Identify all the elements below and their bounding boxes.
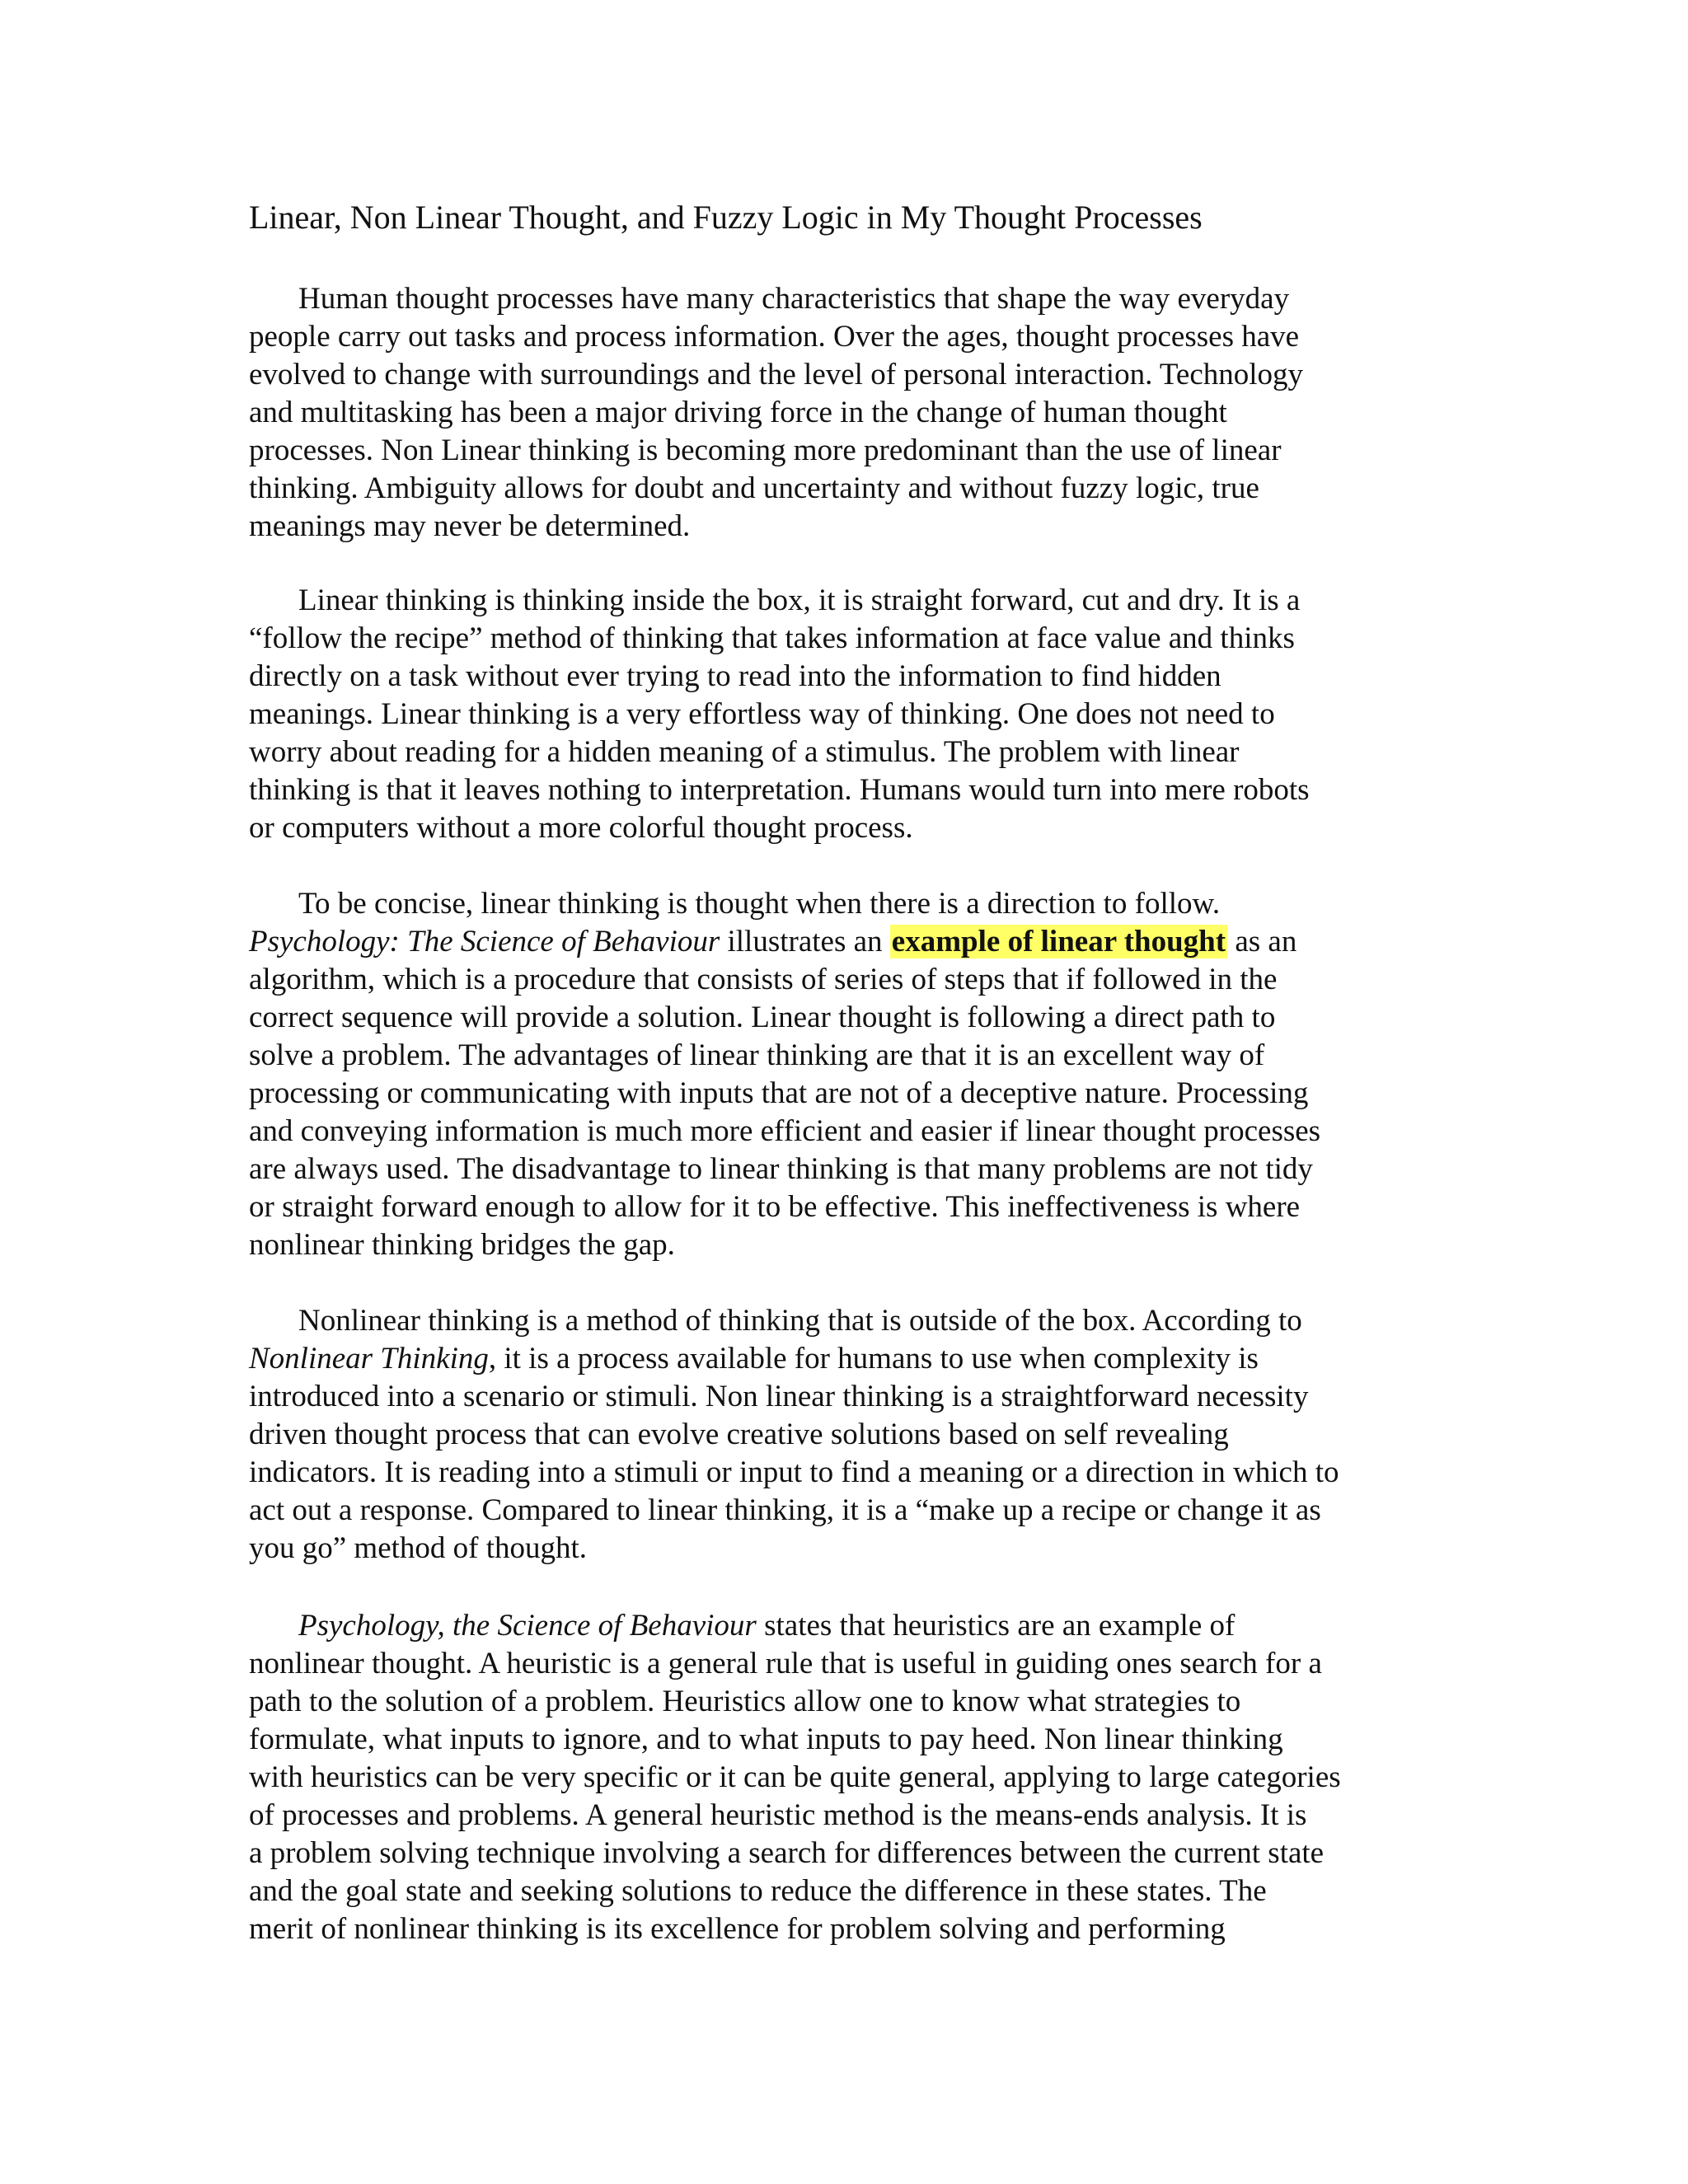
paragraph-line: introduced into a scenario or stimuli. Non linear thinking is a straightforward necessity xyxy=(249,1380,1309,1413)
paragraph-line: “follow the recipe” method of thinking that takes information at face value and thinks xyxy=(249,621,1295,655)
paragraph-line: or straight forward enough to allow for it to be effective. This ineffectiveness is where xyxy=(249,1190,1301,1224)
highlighted-phrase: example of linear thought xyxy=(891,925,1226,958)
paragraph-line: merit of nonlinear thinking is its excellence for problem solving and performing xyxy=(249,1912,1226,1946)
paragraph-line: thinking. Ambiguity allows for doubt and uncertainty and without fuzzy logic, true xyxy=(249,471,1259,505)
paragraph-line: with heuristics can be very specific or it can be quite general, applying to large categories xyxy=(249,1760,1341,1794)
paragraph-line: meanings. Linear thinking is a very effortless way of thinking. One does not need to xyxy=(249,697,1275,731)
paragraph-line: act out a response. Compared to linear thinking, it is a “make up a recipe or change it as xyxy=(249,1493,1321,1527)
paragraph-line: and the goal state and seeking solutions to reduce the difference in these states. The xyxy=(249,1874,1267,1908)
paragraph-line: and multitasking has been a major driving force in the change of human thought xyxy=(249,396,1227,429)
paragraph-line: meanings may never be determined. xyxy=(249,509,691,543)
inline-text: as an xyxy=(1227,925,1297,958)
paragraph-2 xyxy=(249,582,1452,847)
inline-text: illustrates an xyxy=(720,925,890,958)
paragraph-line: a problem solving technique involving a search for differences between the current state xyxy=(249,1836,1325,1870)
inline-text: states that heuristics are an example of xyxy=(756,1609,1236,1643)
book-title-reference: Psychology: The Science of Behaviour xyxy=(249,925,720,958)
paragraph-line: evolved to change with surroundings and the level of personal interaction. Technology xyxy=(249,358,1304,391)
paragraph-4 xyxy=(249,1302,1452,1568)
document-title: Linear, Non Linear Thought, and Fuzzy Logic in My Thought Processes xyxy=(249,199,1203,236)
paragraph-line: or computers without a more colorful thought process. xyxy=(249,811,913,845)
book-title-reference: Nonlinear Thinking xyxy=(249,1342,489,1376)
paragraph-line: processes. Non Linear thinking is becoming more predominant than the use of linear xyxy=(249,434,1282,467)
paragraph-line: correct sequence will provide a solution. Linear thought is following a direct path to xyxy=(249,1001,1276,1034)
paragraph-line: processing or communicating with inputs that are not of a deceptive nature. Processing xyxy=(249,1076,1309,1110)
inline-text: , it is a process available for humans to use when complexity is xyxy=(488,1342,1259,1376)
paragraph-line: Human thought processes have many characteristics that shape the way everyday xyxy=(298,282,1290,316)
paragraph-line-mixed xyxy=(249,1607,1452,1645)
paragraph-line: nonlinear thought. A heuristic is a general rule that is useful in guiding ones search for a xyxy=(249,1647,1322,1680)
paragraph-line: people carry out tasks and process information. Over the ages, thought processes have xyxy=(249,320,1300,354)
book-title-reference: Psychology, the Science of Behaviour xyxy=(298,1609,757,1643)
paragraph-line: solve a problem. The advantages of linear thinking are that it is an excellent way of xyxy=(249,1038,1265,1072)
paragraph-line: Nonlinear thinking is a method of thinking that is outside of the box. According to xyxy=(298,1304,1302,1338)
paragraph-line: Linear thinking is thinking inside the box, it is straight forward, cut and dry. It is a xyxy=(298,583,1301,617)
paragraph-line: formulate, what inputs to ignore, and to what inputs to pay heed. Non linear thinking xyxy=(249,1722,1283,1756)
paragraph-line-mixed xyxy=(249,923,1452,961)
paragraph-line: To be concise, linear thinking is thought when there is a direction to follow. xyxy=(298,887,1221,921)
paragraph-line: you go” method of thought. xyxy=(249,1531,588,1565)
paragraph-line: driven thought process that can evolve creative solutions based on self revealing xyxy=(249,1418,1229,1451)
paragraph-line: thinking is that it leaves nothing to interpretation. Humans would turn into mere robots xyxy=(249,773,1310,807)
paragraph-line: directly on a task without ever trying to read into the information to find hidden xyxy=(249,659,1221,693)
paragraph-line: worry about reading for a hidden meaning of a stimulus. The problem with linear xyxy=(249,735,1240,769)
paragraph-line-mixed xyxy=(249,1340,1452,1378)
paragraph-line: and conveying information is much more efficient and easier if linear thought processes xyxy=(249,1114,1321,1148)
paragraph-line: of processes and problems. A general heuristic method is the means-ends analysis. It is xyxy=(249,1798,1307,1832)
paragraph-line: nonlinear thinking bridges the gap. xyxy=(249,1228,675,1262)
paragraph-line: indicators. It is reading into a stimuli or input to find a meaning or a direction in which to xyxy=(249,1455,1339,1489)
paragraph-1 xyxy=(249,280,1452,546)
paragraph-3 xyxy=(249,885,1452,1264)
paragraph-line: are always used. The disadvantage to linear thinking is that many problems are not tidy xyxy=(249,1152,1313,1186)
paragraph-5 xyxy=(249,1607,1452,1948)
paragraph-line: algorithm, which is a procedure that consists of series of steps that if followed in the xyxy=(249,963,1278,996)
paragraph-line: path to the solution of a problem. Heuristics allow one to know what strategies to xyxy=(249,1685,1241,1718)
